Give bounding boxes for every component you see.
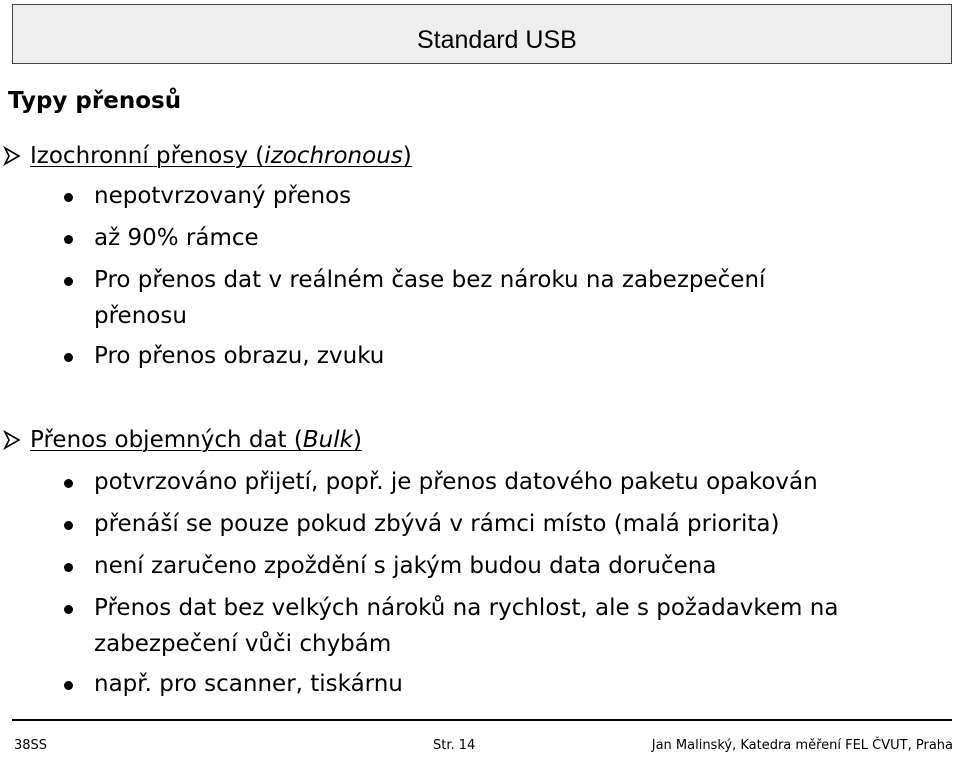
section-term: izochronous	[264, 143, 403, 169]
list-item-text: nepotvrzovaný přenos	[94, 183, 352, 209]
header-bar	[12, 4, 952, 64]
list-item-text: potvrzováno přijetí, popř. je přenos datového paketu opakován	[94, 469, 818, 495]
footer-divider	[12, 719, 952, 721]
bullet-dot-icon	[64, 479, 73, 488]
list-item-text: Pro přenos dat v reálném čase bez nároku na zabezpečení přenosu	[94, 267, 766, 329]
bullet-dot-icon	[64, 277, 73, 286]
arrow-right-icon	[2, 430, 22, 450]
list-item-text: Pro přenos obrazu, zvuku	[94, 343, 385, 369]
bullet-dot-icon	[64, 353, 73, 362]
list-item-text: Přenos dat bez velkých nároků na rychlost, ale s požadavkem na zabezpečení vůči chybám	[94, 595, 839, 657]
header-title: Standard USB	[417, 26, 577, 54]
arrow-right-icon	[2, 146, 22, 166]
section-label: Přenos objemných dat (Bulk)	[30, 427, 362, 453]
bullet-dot-icon	[64, 521, 73, 530]
page-title: Typy přenosů	[8, 88, 182, 114]
bullet-dot-icon	[64, 193, 73, 202]
bullet-dot-icon	[64, 235, 73, 244]
section-term: Bulk	[302, 427, 353, 453]
footer-course: 38SS	[14, 738, 48, 753]
footer-page-number: Str. 14	[433, 738, 476, 753]
footer-author: Jan Malinský, Katedra měření FEL ČVUT, Praha	[651, 738, 953, 753]
bullet-dot-icon	[64, 563, 73, 572]
bullet-dot-icon	[64, 681, 73, 690]
bullet-dot-icon	[64, 605, 73, 614]
list-item-text: přenáší se pouze pokud zbývá v rámci místo (malá priorita)	[94, 511, 780, 537]
list-item-text: až 90% rámce	[94, 225, 259, 251]
list-item-text: např. pro scanner, tiskárnu	[94, 671, 403, 697]
section-label: Izochronní přenosy (izochronous)	[30, 143, 412, 169]
list-item-text: není zaručeno zpoždění s jakým budou data doručena	[94, 553, 717, 579]
